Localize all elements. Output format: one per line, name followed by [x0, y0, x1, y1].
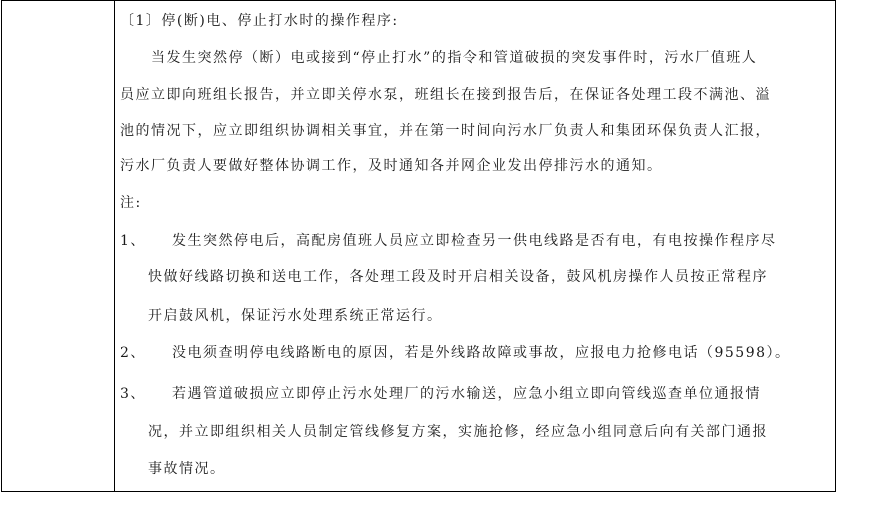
- section-heading: 〔1〕停(断)电、停止打水时的操作程序:: [120, 13, 399, 29]
- note-2-number: 2、: [120, 345, 146, 361]
- note-3-number: 3、: [120, 386, 146, 402]
- paragraph-line-3: 池的情况下，应立即组织协调相关事宜，并在第一时间向污水厂负责人和集团环保负责人汇报，: [120, 123, 771, 139]
- paragraph-line-4: 污水厂负责人要做好整体协调工作，及时通知各并网企业发出停排污水的通知。: [120, 158, 663, 174]
- note-1-line-3: 开启鼓风机，保证污水处理系统正常运行。: [148, 308, 443, 324]
- procedure-table: [1, 0, 836, 492]
- note-3-line-2: 况，并立即组织相关人员制定管线修复方案，实施抢修，经应急小组同意后向有关部门通报: [148, 424, 768, 440]
- label-column-cell: [2, 1, 115, 492]
- paragraph-line-1: 当发生突然停（断）电或接到“停止打水”的指令和管道破损的突发事件时，污水厂值班人: [151, 50, 758, 66]
- paragraph-line-2: 员应立即向班组长报告，并立即关停水泵，班组长在接到报告后，在保证各处理工段不满池、溢: [120, 87, 771, 103]
- note-3-line-3: 事故情况。: [148, 461, 226, 477]
- note-3-line-1: 若遇管道破损应立即停止污水处理厂的污水输送，应急小组立即向管线巡查单位通报情: [172, 386, 761, 402]
- note-1-line-1: 发生突然停电后，高配房值班人员应立即检查另一供电线路是否有电，有电按操作程序尽: [172, 233, 777, 249]
- notes-label: 注:: [120, 195, 142, 211]
- note-2-line-1: 没电须查明停电线路断电的原因，若是外线路故障或事故，应报电力抢修电话（95598）。: [172, 345, 791, 361]
- note-1-line-2: 快做好线路切换和送电工作，各处理工段及时开启相关设备，鼓风机房操作人员按正常程序: [148, 269, 768, 285]
- procedure-content-cell: [115, 1, 836, 492]
- note-1-number: 1、: [120, 233, 146, 249]
